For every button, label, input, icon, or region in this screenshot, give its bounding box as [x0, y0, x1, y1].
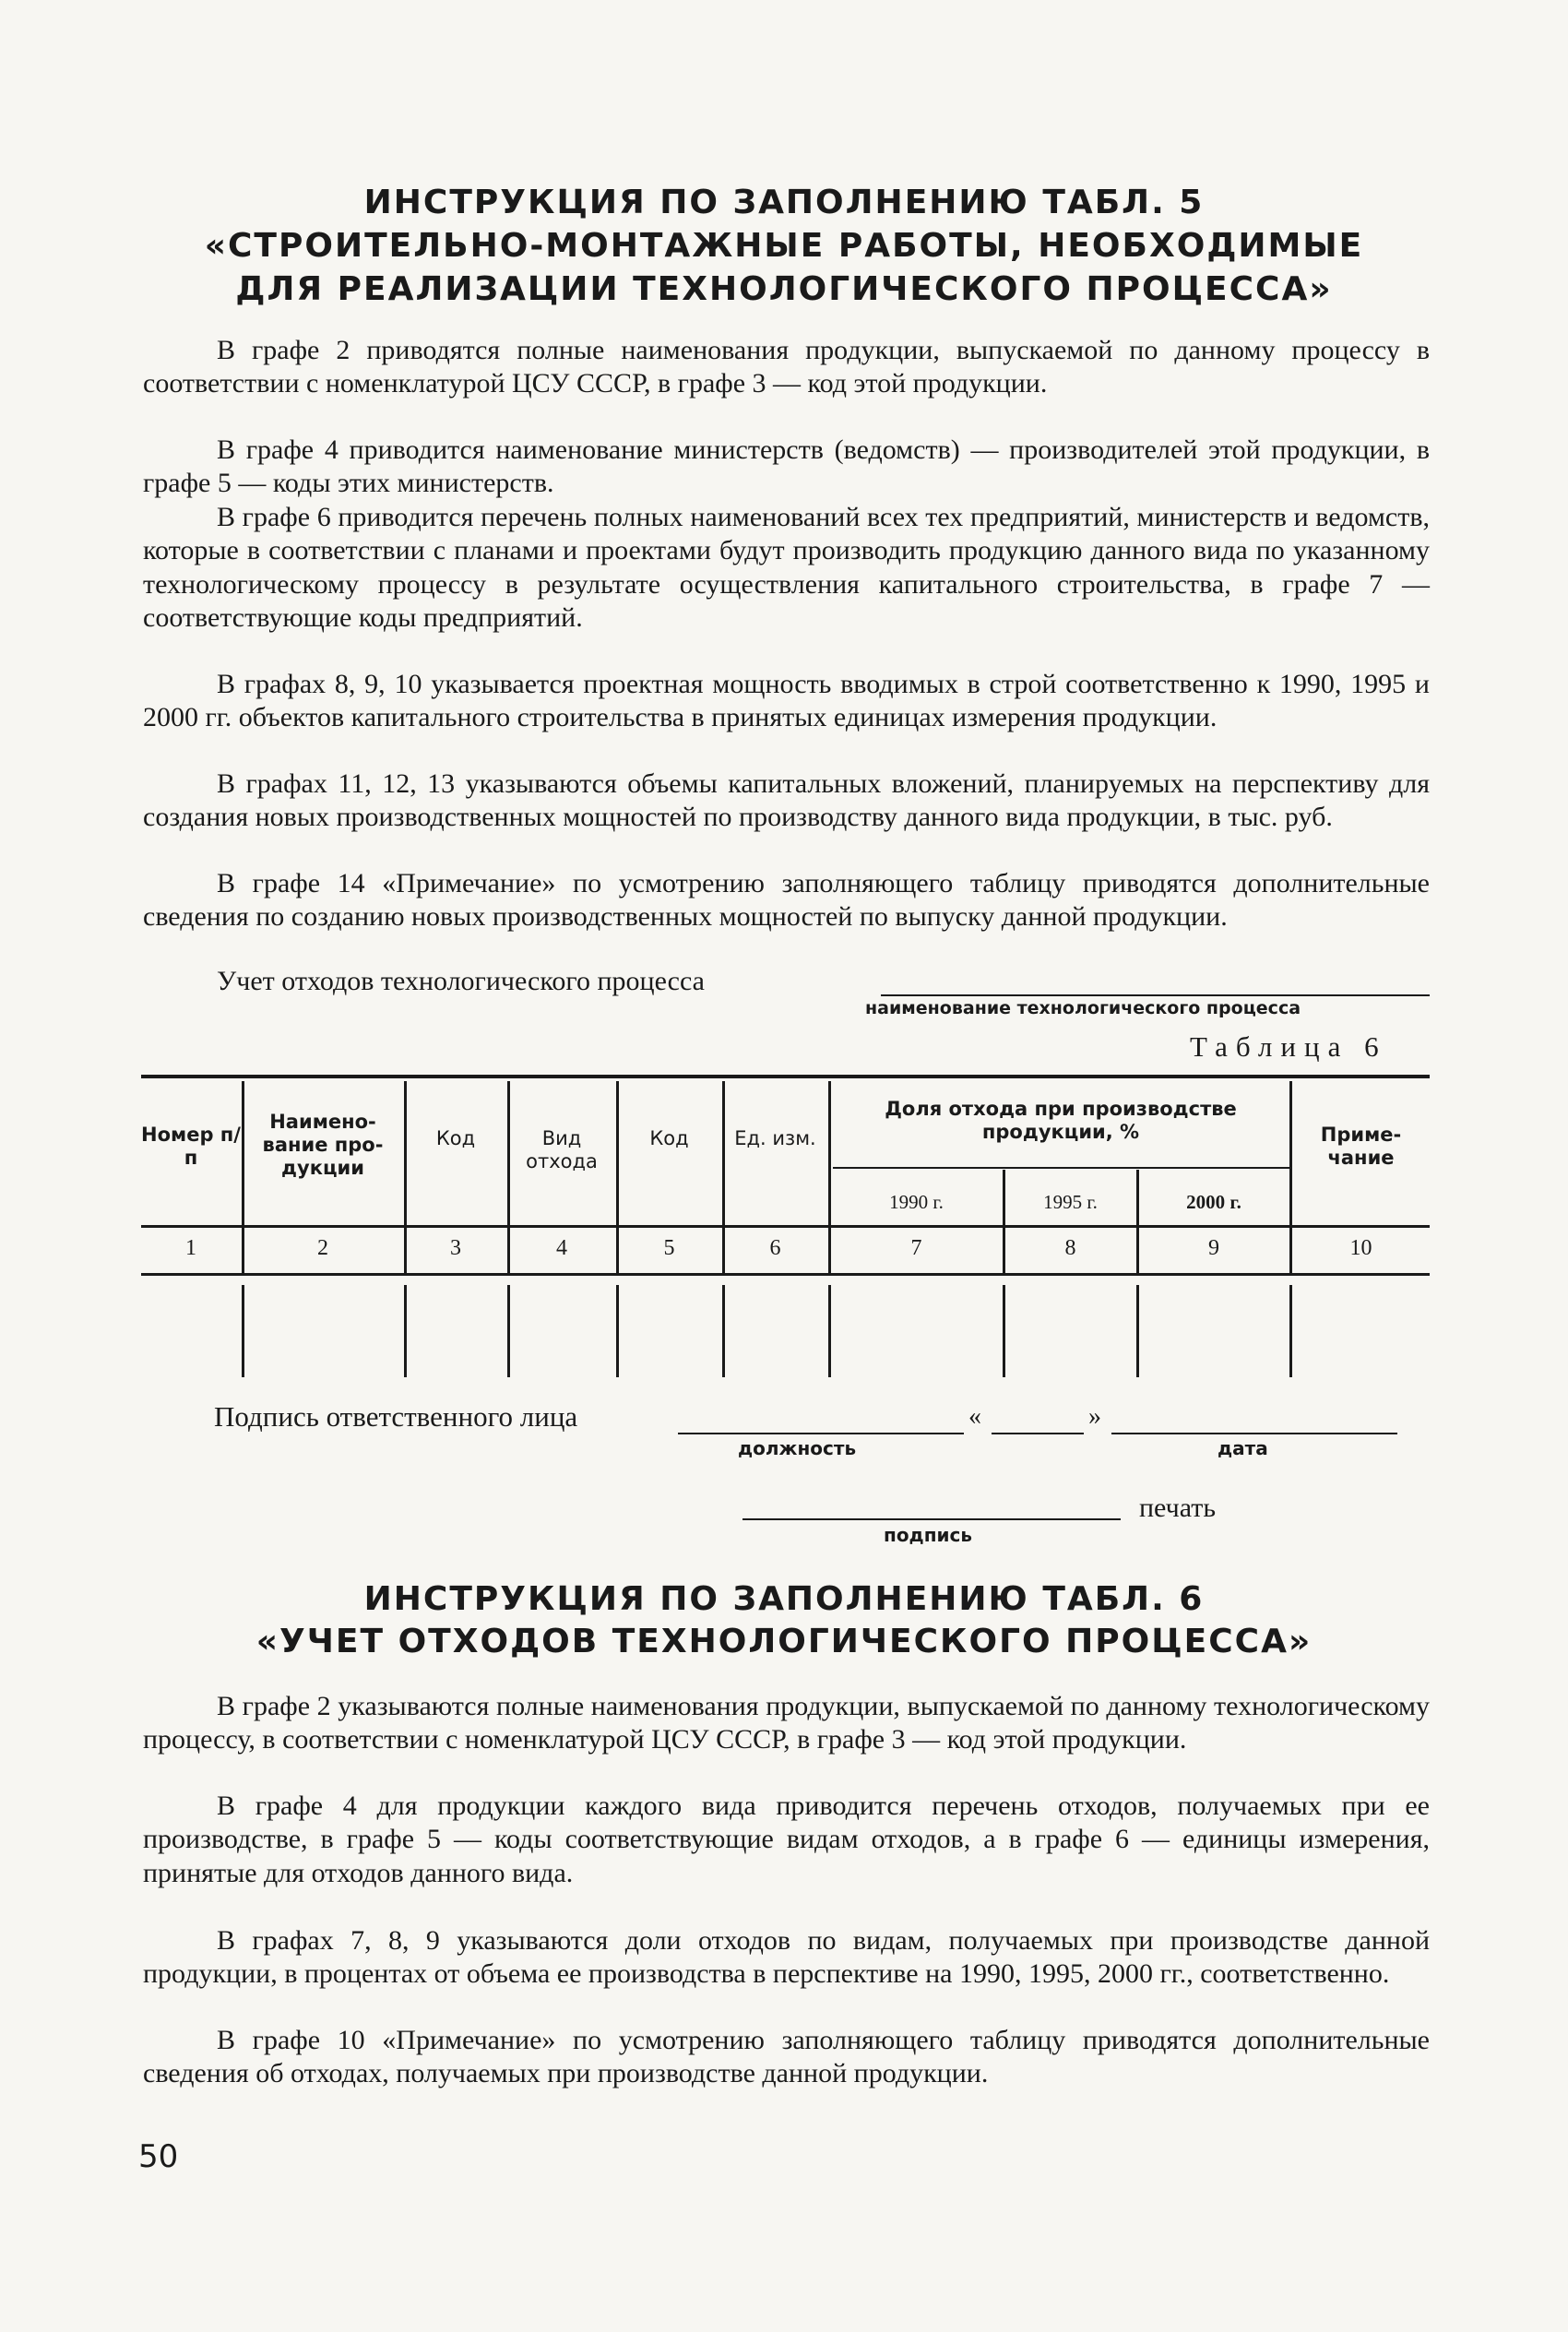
column-number: 9	[1208, 1236, 1219, 1260]
section1-paragraph-4: В графах 8, 9, 10 указывается проектная мощность вводимых в строй соответственно к 1990, 1995 и 2000 гг. объектов капитального строительства в принятых единицах измерения продукции.	[143, 669, 1430, 733]
table-body-divider	[507, 1285, 510, 1377]
header-year-1995: 1995 г.	[1043, 1191, 1098, 1213]
header-year-2000: 2000 г.	[1186, 1191, 1241, 1213]
page-number: 50	[138, 2138, 179, 2175]
header-row-number: Номер п/п	[141, 1124, 241, 1169]
column-number: 6	[769, 1236, 781, 1260]
section1-paragraph-5: В графах 11, 12, 13 указываются объемы капитальных вложений, планируемых на перспективу для создания новых производственных мощностей по производству данного вида продукции, в тыс. руб.	[143, 768, 1430, 833]
date-line	[1111, 1433, 1397, 1434]
column-number: 5	[663, 1236, 675, 1260]
column-number: 4	[556, 1236, 567, 1260]
heading1-line3: ДЛЯ РЕАЛИЗАЦИИ ТЕХНОЛОГИЧЕСКОГО ПРОЦЕССА»	[235, 270, 1333, 308]
table-body-divider	[242, 1285, 244, 1377]
section2-paragraph-3: В графах 7, 8, 9 указываются доли отходов по видам, получаемых при производстве данной продукции, в процентах от объема ее производства в перспективе на 1990, 1995, 2000 гг., соответственно.	[143, 1925, 1430, 1990]
process-name-caption: наименование технологического процесса	[865, 998, 1301, 1018]
table-header-bottom	[141, 1225, 1430, 1228]
table-body-divider	[1136, 1285, 1139, 1377]
column-number: 1	[185, 1236, 196, 1260]
header-year-1990: 1990 г.	[889, 1191, 944, 1213]
table-body-divider	[1003, 1285, 1005, 1377]
table-subheader-rule	[833, 1167, 1289, 1169]
heading2-line2: «УЧЕТ ОТХОДОВ ТЕХНОЛОГИЧЕСКОГО ПРОЦЕССА»	[255, 1623, 1313, 1660]
section1-paragraph-1: В графе 2 приводятся полные наименования продукции, выпускаемой по данному процессу в соответствии с номенклатурой ЦСУ СССР, в графе 3 — код этой продукции.	[143, 335, 1430, 399]
table-body-divider	[404, 1285, 407, 1377]
table-body-divider	[722, 1285, 725, 1377]
process-name-line	[881, 994, 1430, 996]
header-waste-type: Вид отхода	[526, 1127, 598, 1172]
section2-paragraph-4: В графе 10 «Примечание» по усмотрению заполняющего таблицу приводятся дополнительные сведения об отходах, получаемых при производстве данной продукции.	[143, 2025, 1430, 2089]
date-caption: дата	[1218, 1437, 1268, 1459]
column-number: 2	[317, 1236, 328, 1260]
header-waste-share: Доля отхода при производстве продукции, %	[885, 1098, 1237, 1143]
date-day-line	[992, 1433, 1084, 1434]
date-quote-close: »	[1088, 1402, 1101, 1431]
header-unit: Ед. изм.	[734, 1127, 816, 1149]
position-caption: должность	[738, 1437, 857, 1459]
table-label: Таблица 6	[1190, 1030, 1387, 1063]
table-top-border	[141, 1075, 1430, 1078]
date-quote-open: «	[968, 1402, 981, 1431]
header-code-1: Код	[435, 1127, 476, 1149]
signature-caption: подпись	[884, 1524, 973, 1546]
heading2-line1: ИНСТРУКЦИЯ ПО ЗАПОЛНЕНИЮ ТАБЛ. 6	[363, 1580, 1205, 1618]
seal-label: печать	[1139, 1493, 1217, 1523]
column-number: 3	[450, 1236, 461, 1260]
heading1-line2: «СТРОИТЕЛЬНО-МОНТАЖНЫЕ РАБОТЫ, НЕОБХОДИМЫЕ	[204, 227, 1364, 265]
section1-paragraph-2: В графе 4 приводится наименование министерств (ведомств) — производителей этой продукции, в графе 5 — коды этих министерств.	[143, 434, 1430, 499]
table-body-divider	[616, 1285, 619, 1377]
section1-paragraph-3: В графе 6 приводится перечень полных наименований всех тех предприятий, министерств и ведомств, которые в соответствии с планами и проектами будут производить продукцию данного вида по указанному технологическому процессу в результате осуществления капитального строительства, в графе 7 — соответствующие коды предприятий.	[143, 502, 1430, 634]
signature-line	[742, 1518, 1121, 1520]
section1-paragraph-6: В графе 14 «Примечание» по усмотрению заполняющего таблицу приводятся дополнительные сведения по созданию новых производственных мощностей по выпуску данной продукции.	[143, 868, 1430, 933]
position-line	[678, 1433, 964, 1434]
form-title: Учет отходов технологического процесса	[217, 966, 705, 996]
signature-label: Подпись ответственного лица	[214, 1400, 578, 1433]
header-code-2: Код	[649, 1127, 689, 1149]
header-note: Приме-чание	[1320, 1124, 1402, 1169]
table-body-divider	[828, 1285, 831, 1377]
heading1-line1: ИНСТРУКЦИЯ ПО ЗАПОЛНЕНИЮ ТАБЛ. 5	[363, 184, 1205, 221]
table-body-divider	[1289, 1285, 1292, 1377]
section2-paragraph-1: В графе 2 указываются полные наименования продукции, выпускаемой по данному технологическому процессу, в соответствии с номенклатурой ЦСУ СССР, в графе 3 — код этой продукции.	[143, 1691, 1430, 1755]
column-number: 10	[1349, 1236, 1372, 1260]
table-numbers-bottom	[141, 1273, 1430, 1276]
column-number: 7	[910, 1236, 922, 1260]
section2-paragraph-2: В графе 4 для продукции каждого вида приводится перечень отходов, получаемых при ее производстве, в графе 5 — коды соответствующие видам отходов, а в графе 6 — единицы измерения, принятые для отходов данного вида.	[143, 1791, 1430, 1888]
column-number: 8	[1064, 1236, 1076, 1260]
header-product-name: Наимено-вание про-дукции	[262, 1111, 384, 1179]
